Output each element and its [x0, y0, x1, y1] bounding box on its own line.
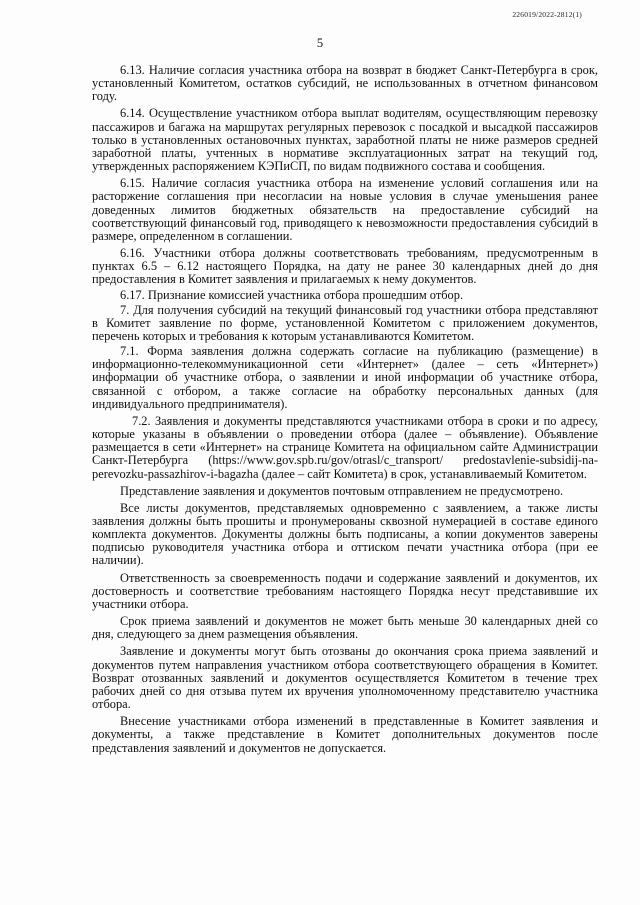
document-body — [92, 64, 598, 759]
paragraph-7-2: 7.2. Заявления и документы представляются участниками отбора в сроки и по адресу, которые указаны в объявлении о проведении отбора (далее – объявление). Объявление размещается в сети «Интернет» на странице Комитета на официальном сайте Администрации Санкт-Петербурга (https://www.gov.spb.ru/gov/otrasl/c_transport/ predostavlenie-subsidij-na-perevozku-passazhirov-i-bagazha (далее – сайт Комитета) в срок, устанавливаемый Комитетом. — [92, 413, 598, 481]
paragraph-responsibility: Ответственность за своевременность подачи и содержание заявлений и документов, их достоверность и соответствие требованиям настоящего Порядка несут представившие их участники отбора. — [92, 570, 598, 611]
paragraph-7: 7. Для получения субсидий на текущий финансовый год участники отбора представляют в Комитет заявление по форме, установленной Комитетом с приложением документов, перечень которых и требования к которым устанавливаются Комитетом. — [92, 302, 598, 343]
paragraph-7-1: 7.1. Форма заявления должна содержать согласие на публикацию (размещение) в информационно-телекоммуникационной сети «Интернет» (далее – сеть «Интернет») информации об участнике отбора, о заявлении и иной информации об участнике отбора, связанной с отбором, а также согласие на обработку персональных данных (для индивидуального предпринимателя). — [92, 344, 598, 411]
paragraph-6-15: 6.15. Наличие согласия участника отбора на изменение условий соглашения или на расторжение соглашения при несогласии на новые условия в случае уменьшения ранее доведенных лимитов бюджетных обязательств на предоставление субсидий на соответствующий финансовый год, приводящего к невозможности предоставления субсидий в размере, определенном в соглашении. — [92, 176, 598, 243]
paragraph-sheets: Все листы документов, представляемых одновременно с заявлением, а также листы заявления должны быть прошиты и пронумерованы сквозной нумерацией в составе единого комплекта документов. Документы должны быть подписаны, а копии документов заверены подписью руководителя участника отбора и оттиском печати участника отбора (при ее наличии). — [92, 500, 598, 568]
paragraph-6-13: 6.13. Наличие согласия участника отбора на возврат в бюджет Санкт-Петербурга в срок, установленный Комитетом, остатков субсидий, не использованных в отчетном финансовом году. — [92, 63, 598, 104]
paragraph-6-16: 6.16. Участники отбора должны соответствовать требованиям, предусмотренным в пунктах 6.5 – 6.12 настоящего Порядка, на дату не ранее 30 календарных дней до дня предоставления в Комитет заявления и прилагаемых к нему документов. — [92, 246, 598, 287]
paragraph-6-17: 6.17. Признание комиссией участника отбора прошедшим отбор. — [120, 287, 464, 302]
paragraph-6-14: 6.14. Осуществление участником отбора выплат водителям, осуществляющим перевозку пассажиров и багажа на маршрутах регулярных перевозок с посадкой и высадкой пассажиров только в установленных остановочных пунктах, заработной платы не ниже размеров средней заработной платы, учтенных в нормативе эксплуатационных затрат на текущий год, утвержденных распоряжением КЭПиСП, по видам подвижного состава и сообщения. — [92, 106, 598, 174]
paragraph-changes: Внесение участниками отбора изменений в представленные в Комитет заявления и документы, а также представление в Комитет дополнительных документов после представления заявлений и документов не допускается. — [92, 714, 598, 755]
paragraph-deadline: Срок приема заявлений и документов не может быть меньше 30 календарных дней со дня, следующего за днем размещения объявления. — [92, 614, 598, 642]
page-number: 5 — [316, 36, 324, 50]
paragraph-postal: Представление заявления и документов почтовым отправлением не предусмотрено. — [120, 483, 564, 498]
paragraph-withdrawal: Заявление и документы могут быть отозваны до окончания срока приема заявлений и документов путем направления участником отбора соответствующего обращения в Комитет. Возврат отозванных заявлений и документов осуществляется Комитетом в течение трех рабочих дней со дня отзыва путем их вручения уполномоченному представителю участника отбора. — [92, 644, 598, 712]
document-id: 226019/2022-2812(1) — [512, 10, 582, 19]
